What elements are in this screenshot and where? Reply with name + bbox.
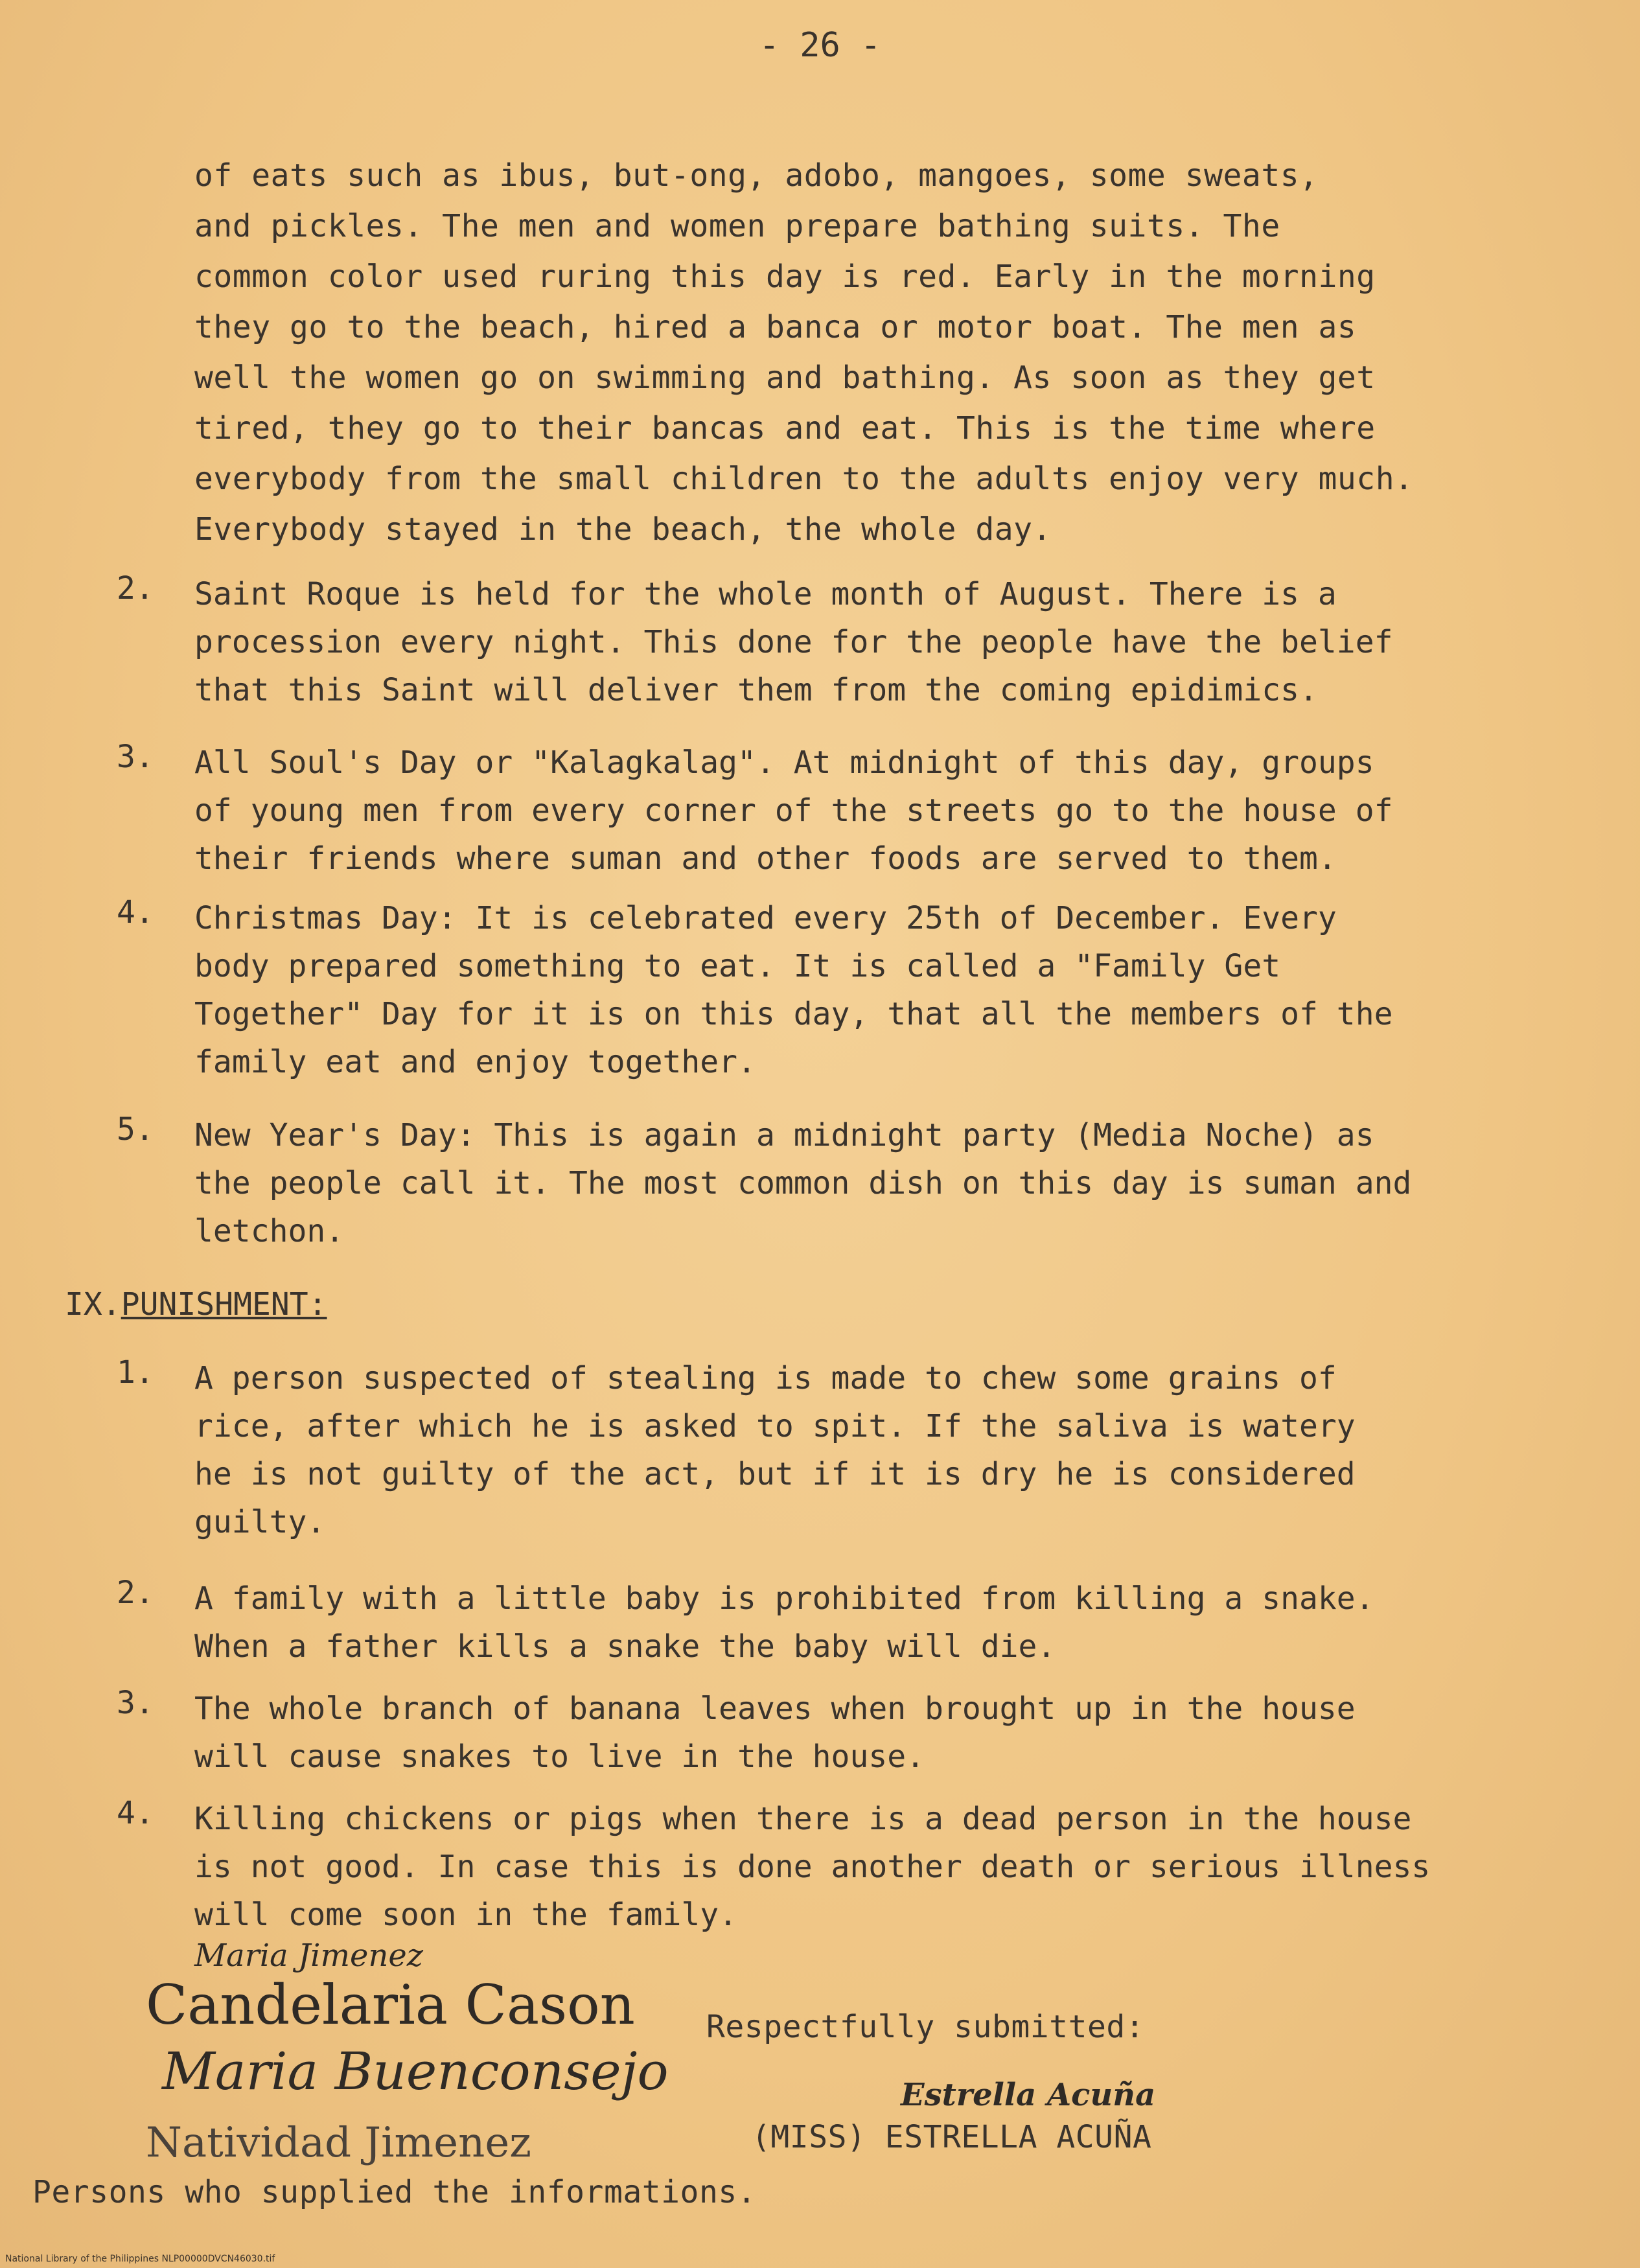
author-signature: Estrella Acuña xyxy=(901,2077,1156,2113)
paragraph-line: tired, they go to their bancas and eat. This is the time where xyxy=(194,410,1376,446)
respectfully-submitted: Respectfully submitted: xyxy=(706,2009,1145,2045)
page-number: - 26 - xyxy=(759,26,881,65)
paragraph-line: well the women go on swimming and bathing. As soon as they get xyxy=(194,360,1376,396)
informant-signature: Maria Jimenez xyxy=(194,1938,424,1974)
paragraph-line: everybody from the small children to the adults enjoy very much. xyxy=(194,461,1414,497)
informants-caption: Persons who supplied the informations. xyxy=(32,2174,757,2210)
archive-footer: National Library of the Philippines NLP00000DVCN46030.tif xyxy=(5,2254,275,2264)
item-number: 4. xyxy=(117,894,154,931)
item-text: Killing chickens or pigs when there is a dead person in the house is not good. In case this is done another death or serious illness will come soon in the family. xyxy=(194,1801,1431,1933)
item-text: The whole branch of banana leaves when brought up in the house will cause snakes to live in the house. xyxy=(194,1691,1356,1775)
item-text: All Soul's Day or "Kalagkalag". At midnight of this day, groups of young men from every corner of the streets go to the house of their friends where suman and other foods are served to them. xyxy=(194,745,1393,877)
paragraph-line: they go to the beach, hired a banca or motor boat. The men as xyxy=(194,309,1357,345)
paragraph-line: of eats such as ibus, but-ong, adobo, mangoes, some sweats, xyxy=(194,157,1319,194)
paragraph-line: common color used ruring this day is red. Early in the morning xyxy=(194,259,1376,295)
item-number: 3. xyxy=(117,1685,154,1721)
section-heading xyxy=(65,1286,327,1323)
informant-signature: Candelaria Cason xyxy=(146,1973,635,2037)
informant-signature: Natividad Jimenez xyxy=(146,2119,531,2167)
item-number: 2. xyxy=(117,570,154,607)
item-text: Saint Roque is held for the whole month of August. There is a procession every night. This done for the people have the belief that this Saint will deliver them from the coming epidimics. xyxy=(194,576,1393,708)
informant-signature: Maria Buenconsejo xyxy=(162,2041,669,2101)
item-text: A person suspected of stealing is made to chew some grains of rice, after which he is asked to spit. If the saliva is watery he is not guilty of the act, but if it is dry he is considered guilty. xyxy=(194,1360,1356,1540)
paragraph-line: Everybody stayed in the beach, the whole day. xyxy=(194,511,1052,548)
item-number: 3. xyxy=(117,739,154,775)
item-number: 1. xyxy=(117,1354,154,1391)
paragraph-line: and pickles. The men and women prepare bathing suits. The xyxy=(194,208,1280,244)
item-text: Christmas Day: It is celebrated every 25th of December. Every body prepared something to eat. It is called a "Family Get Together" Day for it is on this day, that all the members of the family eat and enjoy together. xyxy=(194,900,1393,1080)
author-name: (MISS) ESTRELLA ACUÑA xyxy=(752,2119,1152,2155)
item-number: 5. xyxy=(117,1111,154,1148)
section-numeral: IX. xyxy=(65,1286,121,1323)
item-text: New Year's Day: This is again a midnight party (Media Noche) as the people call it. The most common dish on this day is suman and letchon. xyxy=(194,1117,1412,1249)
section-title: PUNISHMENT: xyxy=(121,1286,327,1323)
continuation-paragraph xyxy=(194,150,1414,555)
item-text: A family with a little baby is prohibited from killing a snake. When a father kills a snake the baby will die. xyxy=(194,1580,1374,1665)
item-number: 2. xyxy=(117,1575,154,1611)
item-number: 4. xyxy=(117,1795,154,1831)
